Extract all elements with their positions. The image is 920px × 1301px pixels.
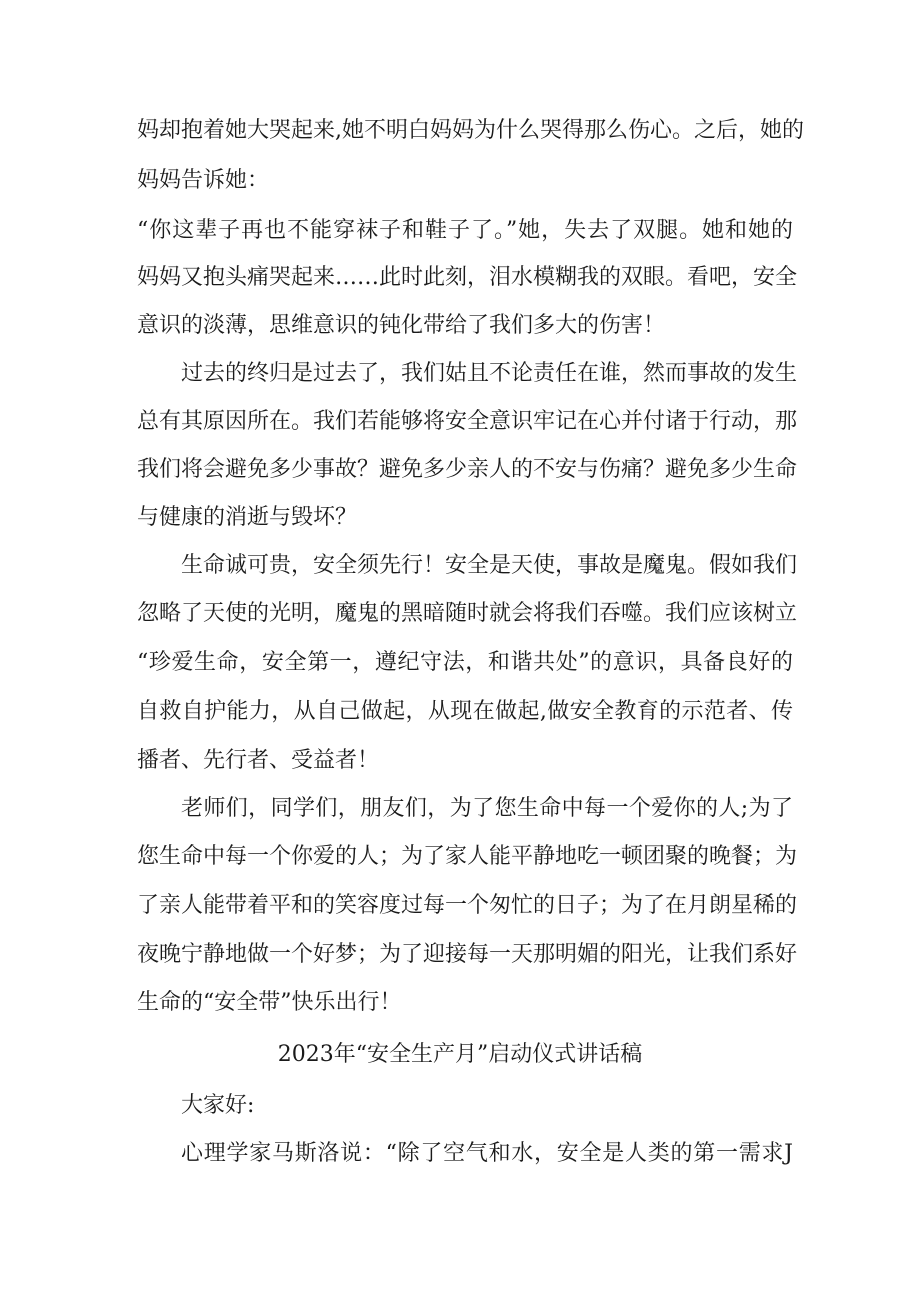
- paragraph-line: 妈却抱着她大哭起来,她不明白妈妈为什么哭得那么伤心。之后，她的: [137, 118, 804, 143]
- quote-line: 心理学家马斯洛说：“除了空气和水，安全是人类的第一需求J: [181, 1141, 793, 1166]
- paragraph-line: 总有其原因所在。我们若能够将安全意识牢记在心并付诸于行动，那: [137, 409, 798, 434]
- paragraph-line: 您生命中每一个你爱的人；为了家人能平静地吃一顿团聚的晚餐；为: [137, 844, 798, 869]
- paragraph-line: 忽略了天使的光明，魔鬼的黑暗随时就会将我们吞噬。我们应该树立: [137, 601, 798, 626]
- greeting: 大家好:: [181, 1093, 255, 1118]
- paragraph-line: “你这辈子再也不能穿袜子和鞋子了。”她，失去了双腿。她和她的: [137, 218, 793, 243]
- paragraph-line: 与健康的消逝与毁坏？: [137, 505, 358, 530]
- paragraph-line: 夜晚宁静地做一个好梦；为了迎接每一天那明媚的阳光，让我们系好: [137, 942, 798, 967]
- speech-title: 2023年“安全生产月”启动仪式讲话稿: [277, 1042, 643, 1067]
- paragraph-line: “珍爱生命，安全第一，遵纪守法，和谐共处”的意识，具备良好的: [137, 650, 793, 675]
- paragraph-line: 播者、先行者、受益者！: [137, 748, 380, 773]
- paragraph-line: 了亲人能带着平和的笑容度过每一个匆忙的日子；为了在月朗星稀的: [137, 893, 798, 918]
- paragraph-line: 我们将会避免多少事故？避免多少亲人的不安与伤痛？避免多少生命: [137, 457, 798, 482]
- paragraph-line: 生命的“安全带”快乐出行！: [137, 990, 402, 1015]
- paragraph-line: 自救自护能力，从自己做起，从现在做起,做安全教育的示范者、传: [137, 699, 793, 724]
- paragraph-line: 过去的终归是过去了，我们姑且不论责任在谁，然而事故的发生: [181, 361, 798, 386]
- paragraph-line: 老师们，同学们，朋友们，为了您生命中每一个爱你的人;为了: [181, 796, 793, 821]
- paragraph-line: 意识的淡薄，思维意识的钝化带给了我们多大的伤害！: [137, 313, 666, 338]
- paragraph-line: 生命诚可贵，安全须先行！安全是天使，事故是魔鬼。假如我们: [181, 553, 798, 578]
- paragraph-line: 妈妈告诉她：: [137, 168, 270, 193]
- paragraph-line: 妈妈又抱头痛哭起来……此时此刻，泪水模糊我的双眼。看吧，安全: [137, 265, 798, 290]
